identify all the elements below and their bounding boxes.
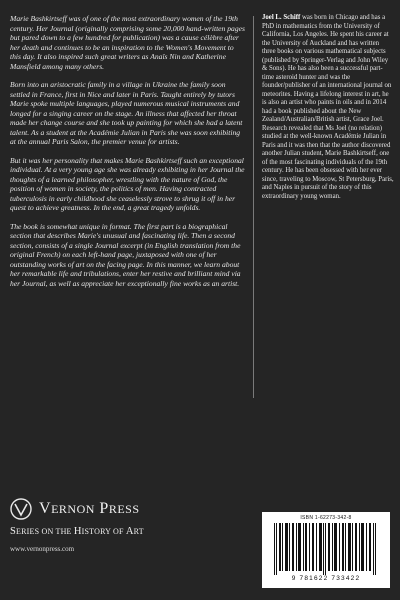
author-bio-text: was born in Chicago and has a PhD in mathematics from the University of California, Los Angeles. He spent his career at the University of Auckland and has written three books on various mathematical subjects (published by Springer-Verlag and John Wiley & Sons). He has also been a successful part-time asteroid hunter and was the founder/publisher of an international journal on meteorites. Having a lifelong interest in art, he is also an artist who paints in oils and in 2014 had a book published about the New Zealand/Australian/British artist, Grace Joel. Research revealed that Ms Joel (no relation) studied at the well-known Académie Julian in Paris and it was then that the author discovered another Julian student, Marie Bashkirtseff, one of the most fascinating individuals of the 19th century. He has been obsessed with her ever since, traveling to Moscow, St Petersburg, Paris, and Naples in pursuit of the story of this extraordinary young woman.	[262, 14, 394, 200]
isbn-number: ISBN 1-62273-342-8	[300, 515, 352, 521]
description-paragraph: Born into an aristocratic family in a village in Ukraine the family soon settled in France, first in Nice and later in Paris. Taught entirely by tutors Marie spoke multiple languages, played numerous musical instruments and longed for a singing career on the stage. An illness that affected her throat made her change course and she took up painting for which she had a latent talent. As a student at the Académie Julian in Paris she was soon exhibiting at the annual Paris Salon, the premier venue for artists.	[10, 80, 243, 146]
description-paragraph: Marie Bashkirtseff was of one of the most extraordinary women of the 19th century. Her Journal (originally comprising some 20,000 hand-written pages but pared down to a few hundred for publication) was a cause célèbre after her death and continues to be an inspiration to the Women's Movement to this day. It also inspired such great writers as Anaïs Nin and Katherine Mansfield among many others.	[10, 14, 245, 71]
vernon-press-logo-icon	[10, 498, 32, 520]
barcode-bars	[272, 523, 380, 575]
publisher-name: VERNON PRESS	[39, 500, 140, 517]
publisher-website: www.vernonpress.com	[10, 545, 75, 553]
series-title: SERIES ON THE HISTORY OF ART	[10, 526, 144, 537]
book-description	[10, 14, 246, 297]
author-name: Joel L. Schiff	[262, 14, 301, 21]
description-paragraph: The book is somewhat unique in format. The first part is a biographical section that describes Marie's unusual and fascinating life. Then a second section, consists of a single Journal excerpt (in English translation from the original French) on each left-hand page, juxtaposed with one of her outstanding works of art on the facing page. In this manner, we learn about her remarkable life and tribulations, enter her restive and brilliant mind via her Journal, as well as appreciate her exceptionally fine works as an artist.	[10, 221, 241, 288]
description-paragraph: But it was her personality that makes Marie Bashkirtseff such an exceptional individual. At a very young age she was already exhibiting in her Journal the thoughts of a learned philosopher, wrestling with the nature of God, the position of women in society, the politics of men. Having contracted tuberculosis in early childhood she ceaselessly strove to shrug it off in her quest to achieve greatness. In the end, a great tragedy unfolds.	[10, 155, 245, 212]
barcode-digits: 9 781622 733422	[291, 575, 361, 582]
column-divider	[253, 16, 254, 398]
isbn-barcode	[262, 512, 390, 588]
publisher-block	[10, 498, 220, 553]
author-bio	[262, 14, 394, 201]
